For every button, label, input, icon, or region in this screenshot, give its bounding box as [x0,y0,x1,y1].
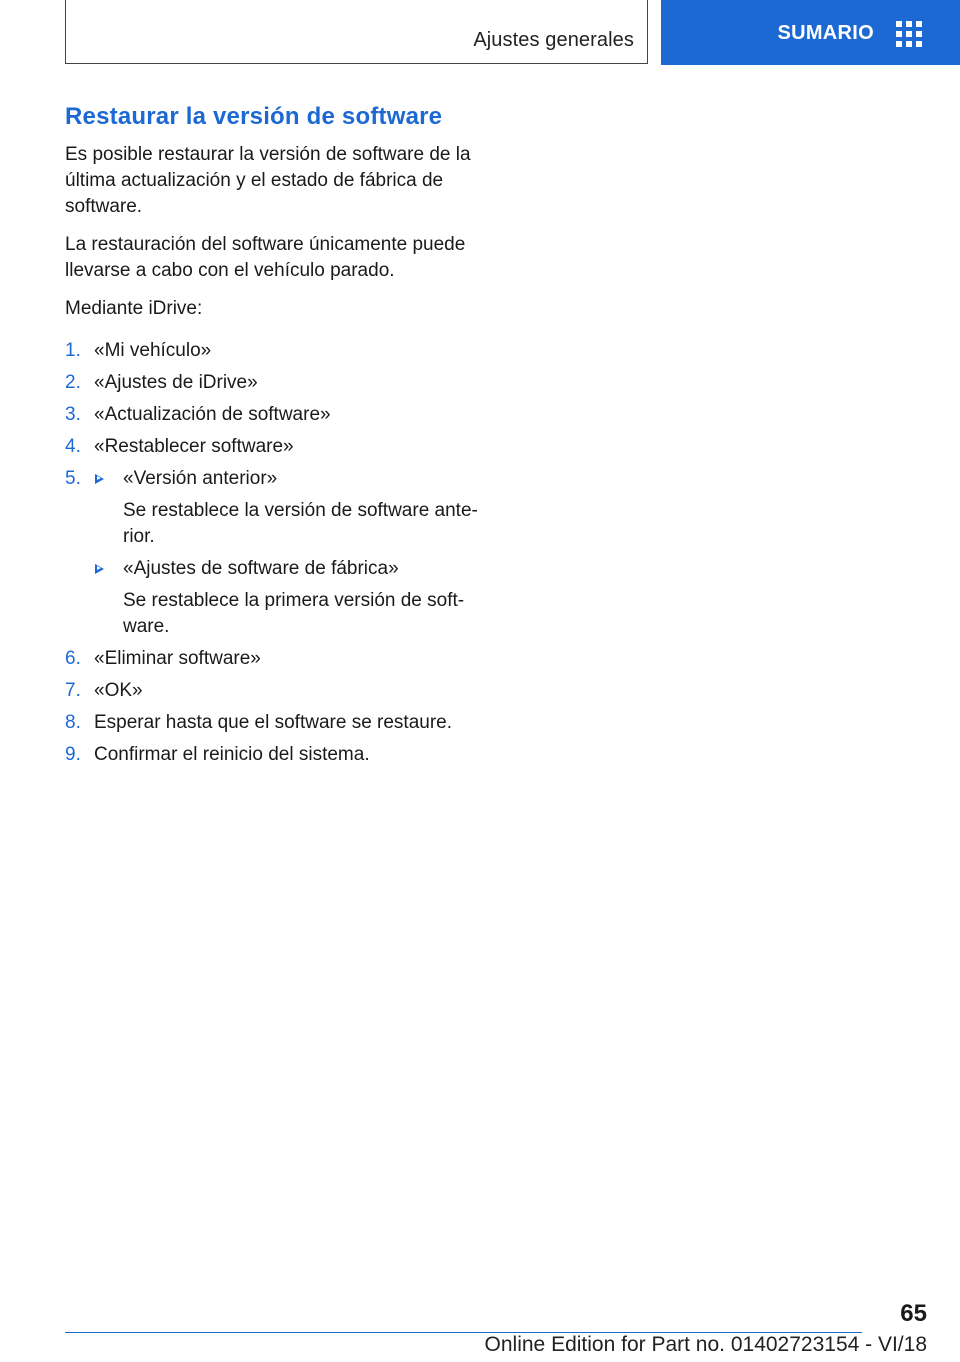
step-number: 7. [65,680,81,701]
step-number: 4. [65,436,81,457]
step-item [65,402,485,428]
step-number: 1. [65,340,81,361]
step-number: 2. [65,372,81,393]
triangle-bullet-icon [95,564,104,574]
step-text: «Restablecer software» [94,436,294,457]
sub-options-list [94,466,485,640]
header-section-box [65,0,648,64]
sumario-button[interactable] [661,0,960,65]
sumario-label: SUMARIO [777,22,874,44]
steps-list [65,338,485,768]
step-item [65,742,485,768]
triangle-bullet-icon [95,474,104,484]
step-text: «OK» [94,680,143,701]
step-text: «Actualización de software» [94,404,331,425]
step-text: «Mi vehículo» [94,340,212,361]
step-text: «Eliminar software» [94,648,261,669]
paragraph: Es posible restaurar la versión de software de la última actualización y el estado de fábrica de software. [65,144,471,217]
sub-option-description: Se restablece la versión de software anterior. [123,500,478,547]
page-number: 65 [900,1300,927,1327]
step-item [65,434,485,460]
step-item [65,338,485,364]
step-text: Esperar hasta que el software se restaure. [94,712,453,733]
step-text: «Ajustes de iDrive» [94,372,258,393]
step-number: 6. [65,648,81,669]
section-title: Restaurar la versión de software [65,103,443,130]
sub-option-description: Se restablece la primera versión de software. [123,590,465,637]
step-item [65,466,485,640]
step-number: 9. [65,744,81,765]
footer-edition-text: Online Edition for Part no. 01402723154 - VI/18 [484,1333,927,1356]
step-number: 3. [65,404,81,425]
step-item [65,710,485,736]
paragraph: Mediante iDrive: [65,298,203,319]
sub-option-label: «Ajustes de software de fábrica» [123,558,399,579]
step-text: Confirmar el reinicio del sistema. [94,744,370,765]
header-section-title: Ajustes generales [473,29,634,51]
sub-option-label: «Versión anterior» [123,468,278,489]
step-item [65,678,485,704]
paragraph: La restauración del software únicamente puede llevarse a cabo con el vehículo parado. [65,234,466,281]
step-item [65,646,485,672]
step-number: 8. [65,712,81,733]
grid-icon [896,21,922,47]
main-content [65,100,485,774]
sub-option [94,466,485,550]
step-item [65,370,485,396]
sub-option [94,556,485,640]
step-number: 5. [65,468,81,489]
